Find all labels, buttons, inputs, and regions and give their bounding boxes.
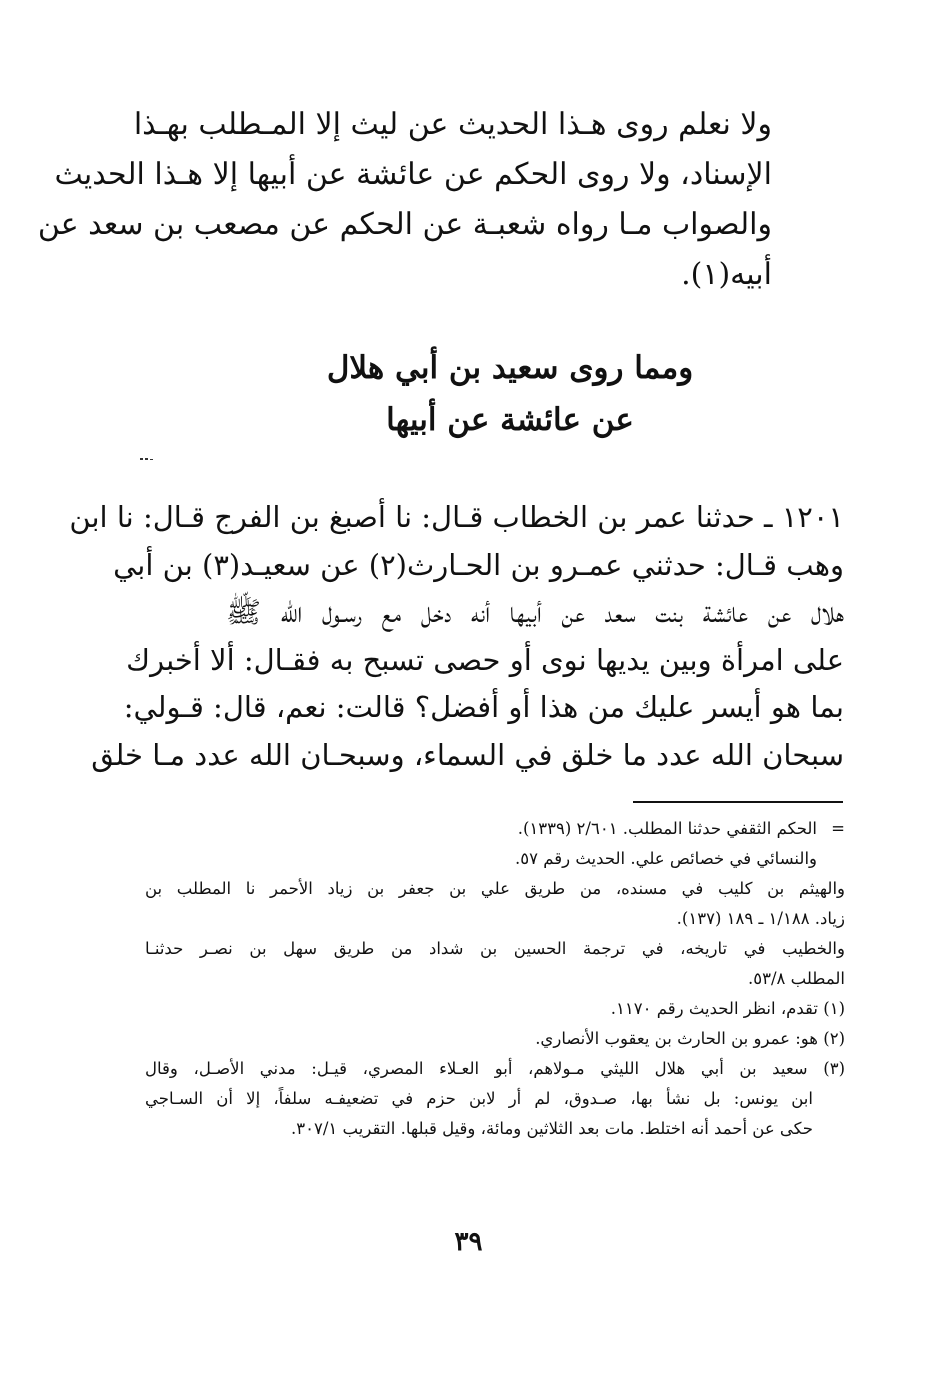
footnotes: [145, 814, 845, 1144]
heading-line-1: ومما روى سعيد بن أبي هلال: [326, 350, 694, 386]
heading-line-2: عن عائشة عن أبيها: [386, 402, 634, 438]
footnote-line: والخطيب في تاريخه، في ترجمة الحسين بن شداد من طريق سهل بن نصـر حدثنـا: [145, 939, 845, 958]
footnote-line: ابن يونس: بل نشأ بها، صـدوق، لم أر لابن حزم في تضعيفـه سلفاً، إلا أن السـاجي: [145, 1089, 813, 1108]
hadith-line: على امرأة وبين يديها نوى أو حصى تسبح به فقـال: ألا أخبرك: [126, 642, 844, 677]
footnote-line: والنسائي في خصائص علي. الحديث رقم ٥٧.: [515, 849, 817, 868]
intro-line: ولا نعلم روى هـذا الحديث عن ليث إلا المـطلب بهـذا: [133, 107, 772, 142]
hadith-first-text: حدثنا عمر بن الخطاب قـال: نا أصبغ بن الفرج قـال: نا ابن: [69, 500, 755, 534]
hadith-line: وهب قـال: حدثني عمـرو بن الحـارث(٢) عن سعيـد(٣) بن أبي: [113, 547, 844, 582]
footnote-1: (١) تقدم، انظر الحديث رقم ١١٧٠.: [610, 999, 845, 1018]
section-heading: [150, 342, 870, 446]
hadith-line: [69, 494, 844, 542]
hadith-paragraph: [69, 494, 844, 779]
footnote-line: زياد. ١/١٨٨ ـ ١٨٩ (١٣٧).: [676, 909, 845, 928]
hadith-number: ١٢٠١ ـ: [763, 500, 844, 534]
continuation-mark: =: [831, 819, 845, 838]
ornament-mark: [140, 450, 154, 464]
hadith-line: سبحان الله عدد ما خلق في السماء، وسبحـان الله عدد مـا خلق: [91, 737, 844, 772]
footnote-line: المطلب ٥٣/٨.: [747, 969, 845, 988]
footnote-2: (٢) هو: عمرو بن الحارث بن يعقوب الأنصاري.: [535, 1029, 845, 1048]
intro-line: والصواب مـا رواه شعبـة عن الحكم عن مصعب بن سعد عن: [37, 207, 772, 242]
footnote-line: =الحكم الثقفي حدثنا المطلب. ٢/٦٠١ (١٣٣٩).: [145, 814, 845, 844]
footnote-separator: [633, 801, 843, 803]
intro-line: أبيه(١).: [681, 257, 772, 292]
footnote-line: حكى عن أحمد أنه اختلط. مات بعد الثلاثين ومائة، وقيل قبلها. التقريب ٣٠٧/١.: [291, 1119, 813, 1138]
footnote-line: والهيثم بن كليب في مسنده، من طريق علي بن جعفر بن زياد الأحمر نا المطلب بن: [145, 879, 845, 898]
page-number: ٣٩: [454, 1227, 483, 1257]
hadith-line: بما هو أيسر عليك من هذا أو أفضل؟ قالت: نعم، قال: قـولي:: [123, 690, 844, 724]
intro-paragraph: [37, 100, 772, 300]
intro-line: الإسناد، ولا روى الحكم عن عائشة عن أبيها إلا هـذا الحديث: [54, 157, 772, 192]
footnote-3: (٣) سعيد بن أبي هلال الليثي مـولاهم، أبو العـلاء المصري، قيـل: مدني الأصـل، وقال: [145, 1059, 845, 1078]
hadith-line: هلال عن عائشة بنت سعد عن أبيها أنه دخل مع رسـول الله ﷺ: [226, 595, 844, 629]
